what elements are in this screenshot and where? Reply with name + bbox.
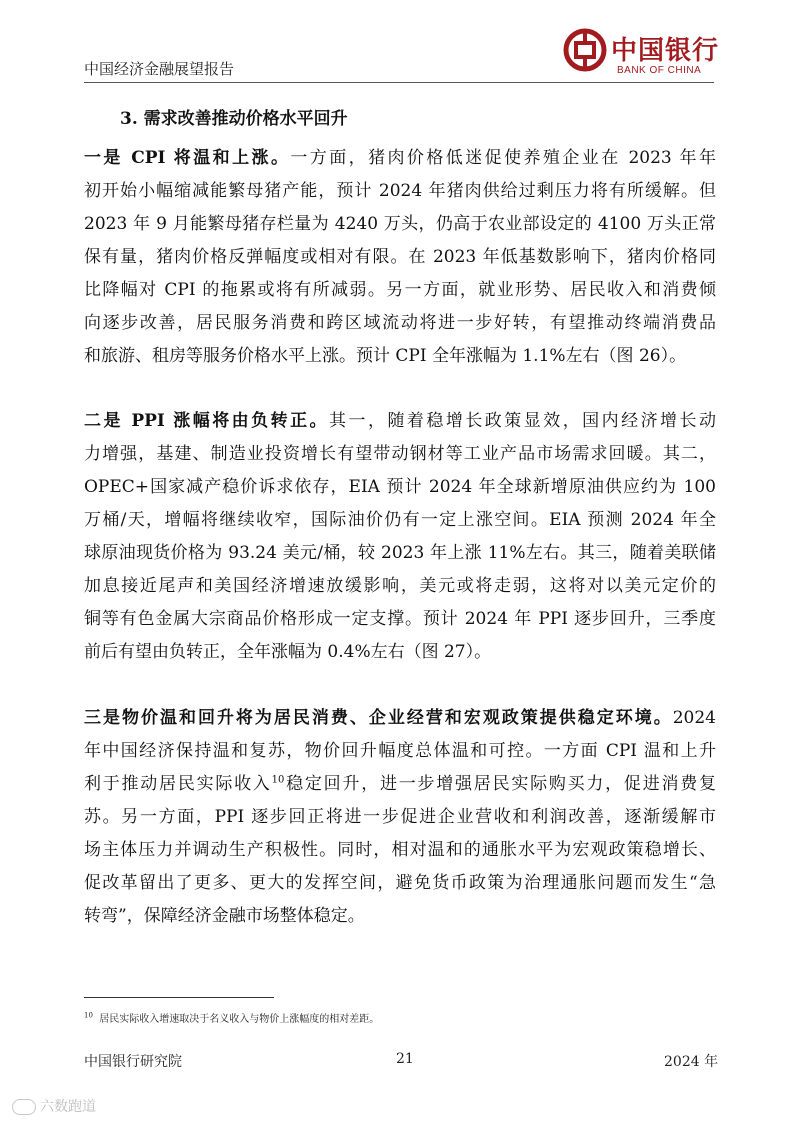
line-text: 2024: [672, 708, 716, 728]
line-text: 其一，随着稳增长政策显效，国内经济增长动: [329, 411, 717, 431]
section-heading: 3. 需求改善推动价格水平回升: [120, 109, 348, 129]
paragraph-line: 场主体压力并调动生产积极性。同时，相对温和的通胀水平为宏观政策稳增长、: [84, 840, 716, 860]
paragraph-line: OPEC+国家减产稳价诉求依存，EIA 预计 2024 年全球新增原油供应约为 100: [84, 477, 716, 497]
paragraph-line: [84, 702, 716, 735]
paragraph-line: 比降幅对 CPI 的拖累或将有所减弱。另一方面，就业形势、居民收入和消费倾: [84, 280, 716, 300]
paragraph-line: 加息接近尾声和美国经济增速放缓影响，美元或将走弱，这将对以美元定价的: [84, 576, 716, 596]
paragraph-line: 保有量，猪肉价格反弹幅度或相对有限。在 2023 年低基数影响下，猪肉价格同: [84, 247, 716, 267]
footer-year: 2024 年: [664, 1054, 719, 1070]
paragraph-line: 苏。另一方面，PPI 逐步回正将进一步促进企业营收和利润改善，逐渐缓解市: [84, 807, 716, 827]
line-text: 利于推动居民实际收入: [84, 774, 272, 794]
logo-chinese-name: 中国银行: [611, 36, 720, 66]
header-divider: [84, 82, 714, 83]
paragraph-lead: 二是 PPI 涨幅将由负转正。: [84, 411, 330, 431]
paragraph-stable-environment: [84, 702, 716, 933]
paragraph-line: 促改革留出了更多、更大的发挥空间，避免货币政策为治理通胀问题而发生“急: [84, 873, 716, 893]
watermark-text: 六数跑道: [40, 1098, 96, 1114]
paragraph-line: 2023 年 9 月能繁母猪存栏量为 4240 万头，仍高于农业部设定的 4100 万头正常: [84, 214, 716, 234]
paragraph-line: 铜等有色金属大宗商品价格形成一定支撑。预计 2024 年 PPI 逐步回升，三季度: [84, 609, 716, 629]
paragraph-line: 和旅游、租房等服务价格水平上涨。预计 CPI 全年涨幅为 1.1%左右（图 26）。: [84, 346, 687, 366]
page-number: 21: [396, 1051, 414, 1067]
paragraph-line: 转弯”，保障经济金融市场整体稳定。: [84, 906, 365, 926]
watermark: [12, 1096, 96, 1116]
footnote-text: 居民实际收入增速取决于名义收入与物价上涨幅度的相对差距。: [99, 1014, 380, 1025]
line-text: 稳定回升，进一步增强居民实际购买力，促进消费复: [284, 774, 716, 794]
footnote: [84, 1010, 379, 1025]
paragraph-lead: 一是 CPI 将温和上涨。: [84, 148, 291, 168]
footnote-reference[interactable]: 10: [271, 774, 285, 786]
bank-logo: [563, 28, 723, 82]
footnote-number: 10: [84, 1011, 93, 1020]
paragraph-line: 向逐步改善，居民服务消费和跨区域流动将进一步好转，有望推动终端消费品: [84, 313, 716, 333]
paragraph-cpi: [84, 142, 716, 373]
logo-english-name: BANK OF CHINA: [617, 65, 702, 76]
bank-of-china-emblem-icon: [563, 28, 607, 72]
watermark-icon: [12, 1099, 36, 1115]
paragraph-line: [84, 142, 716, 175]
paragraph-line: 前后有望由负转正，全年涨幅为 0.4%左右（图 27）。: [84, 642, 492, 662]
paragraph-ppi: [84, 405, 716, 669]
footnote-divider: [84, 997, 274, 998]
report-title: 中国经济金融展望报告: [84, 60, 235, 78]
footer-institute: 中国银行研究院: [84, 1054, 182, 1070]
paragraph-line: 力增强，基建、制造业投资增长有望带动钢材等工业产品市场需求回暖。其二，: [84, 444, 716, 464]
paragraph-line: [84, 405, 716, 438]
paragraph-lead: 三是物价温和回升将为居民消费、企业经营和宏观政策提供稳定环境。: [84, 708, 673, 728]
paragraph-line: 球原油现货价格为 93.24 美元/桶，较 2023 年上涨 11%左右。其三，随着美联储: [84, 543, 716, 563]
line-text: 一方面，猪肉价格低迷促使养殖企业在 2023 年年: [290, 148, 716, 168]
paragraph-line: 年中国经济保持温和复苏，物价回升幅度总体温和可控。一方面 CPI 温和上升: [84, 741, 716, 761]
paragraph-line: 初开始小幅缩减能繁母猪产能，预计 2024 年猪肉供给过剩压力将有所缓解。但: [84, 181, 716, 201]
paragraph-line: 万桶/天，增幅将继续收窄，国际油价仍有一定上涨空间。EIA 预测 2024 年全: [84, 510, 716, 530]
paragraph-line: [84, 768, 716, 801]
